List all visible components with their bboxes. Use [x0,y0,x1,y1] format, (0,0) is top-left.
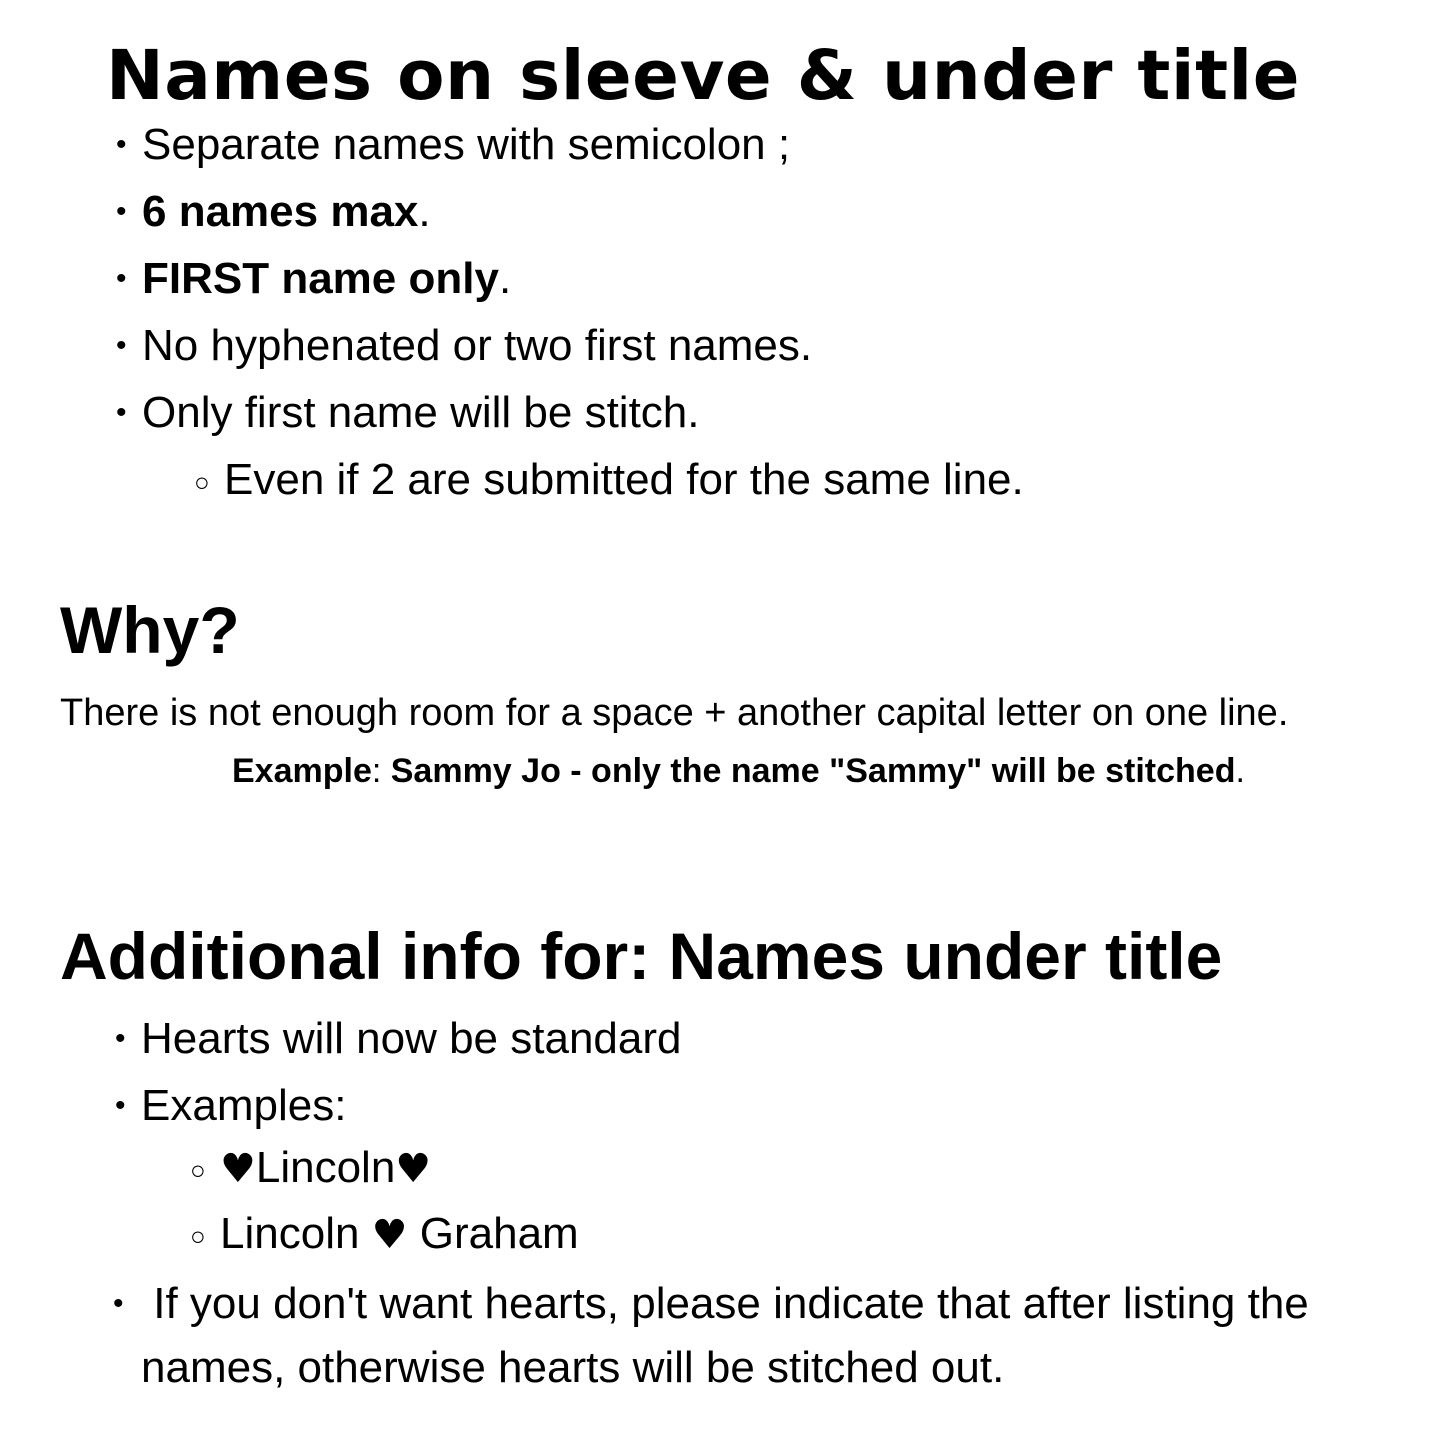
example-first-name: Lincoln [220,1209,360,1258]
bullet-icon: • [115,1022,126,1055]
bullet-icon: • [116,262,127,295]
circle-bullet-icon: ○ [194,467,210,497]
list-item-text: If you don't want hearts, please indicate that after listing the names, otherwise hearts will be stitched out. [141,1279,1322,1392]
bullet-icon: • [116,329,127,362]
list-item [115,1011,682,1067]
list-item-text-tail: . [418,187,431,236]
example-text: Sammy Jo - only the name "Sammy" will be stitched [381,752,1236,790]
list-item [113,1272,1411,1400]
sub-list-item-text: Even if 2 are submitted for the same line. [224,455,1024,504]
example-second-name: Graham [419,1209,579,1258]
bullet-icon: • [116,396,127,429]
bullet-icon: • [113,1287,124,1320]
bullet-icon: • [116,128,127,161]
sub-list-item [190,1140,432,1197]
sub-list-item [190,1206,579,1263]
bullet-icon: • [115,1089,126,1122]
list-item-text: No hyphenated or two first names. [142,321,813,370]
example-tail: . [1235,752,1245,790]
list-item [116,318,813,374]
list-item-text-bold: 6 names max [142,187,419,236]
heart-icon: ♥ [220,1146,256,1192]
sub-list-item [194,452,1024,508]
heart-icon: ♥ [371,1212,408,1258]
list-item [116,251,512,307]
list-item [116,184,431,240]
example-line [232,750,1245,792]
list-item-text-tail: . [498,254,512,303]
heart-icon: ♥ [395,1146,432,1192]
list-item [116,117,791,173]
list-item-text-bold: FIRST name only [142,254,499,303]
example-label: Example [232,752,372,790]
example-separator: : [371,752,382,790]
example-name: Lincoln [255,1143,396,1192]
why-paragraph: There is not enough room for a space + another capital letter on one line. [60,692,1289,734]
why-heading: Why? [60,593,240,667]
list-item-text: Examples: [141,1081,347,1130]
list-item-text: Separate names with semicolon ; [142,120,791,169]
circle-bullet-icon: ○ [190,1155,206,1185]
additional-heading: Additional info for: Names under title [60,919,1223,993]
list-item-text: Only first name will be stitch. [142,388,700,437]
list-item [115,1078,347,1134]
list-item [116,385,700,441]
circle-bullet-icon: ○ [190,1221,206,1251]
page-title: Names on sleeve & under title [106,36,1301,116]
list-item-text: Hearts will now be standard [141,1014,682,1063]
bullet-icon: • [116,195,127,228]
